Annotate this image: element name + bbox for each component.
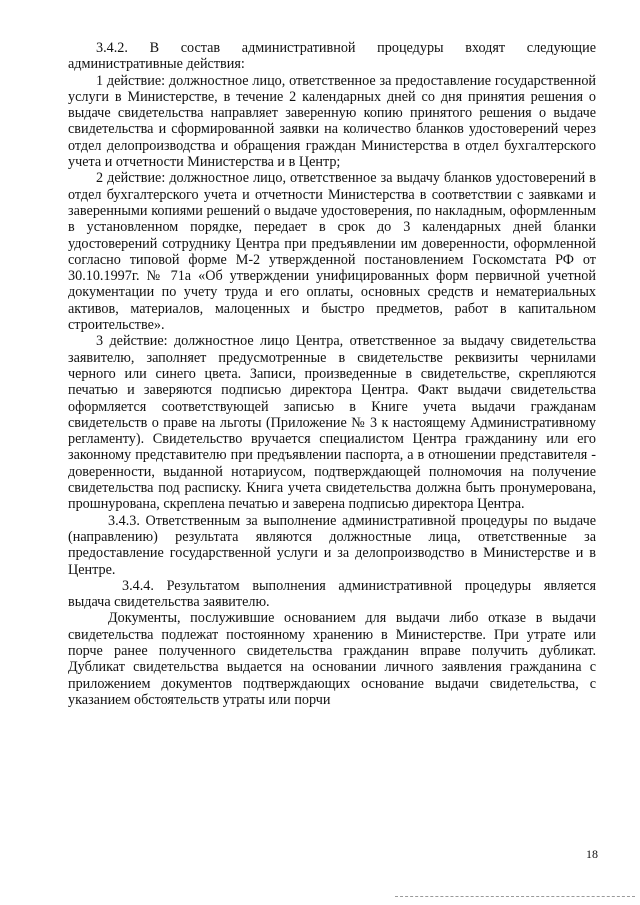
paragraph-3-4-3: 3.4.3. Ответственным за выполнение административной процедуры по выдаче (направлению) результата являются должностные лица, ответственные за предоставление государственной услуги и за делопроизводство в Министерстве и в Центре. [68,512,596,578]
paragraph-3-4-2: 3.4.2. В состав административной процедуры входят следующие административные действия: [68,40,596,73]
paragraph-3-4-4: 3.4.4. Результатом выполнения административной процедуры является выдача свидетельства заявителю. [68,577,596,611]
paragraph-action-2: 2 действие: должностное лицо, ответственное за выдачу бланков удостоверений в отдел бухгалтерского учета и отчетности Министерства в соответствии с заявками и заверенными копиями решений о выдаче удостоверения, по накладным, оформленным в установленном порядке, передает в срок до 3 календарных дней бланки удостоверений сотруднику Центра при предъявлении им доверенности, оформленной согласно типовой форме М-2 утвержденной постановлением Госкомстата РФ от 30.10.1997г. № 71а «Об утверждении унифицированных форм первичной учетной документации по учету труда и его оплаты, основных средств и нематериальных активов, материалов, малоценных и быстро предметов, работ в капитальном строительстве». [68,170,596,334]
document-body [68,40,596,708]
page-number: 18 [586,847,598,861]
paragraph-documents-storage: Документы, послужившие основанием для выдачи либо отказе в выдачи свидетельства подлежат постоянному хранению в Министерстве. При утрате или порче ранее полученного свидетельства гражданин вправе получить дубликат. Дубликат свидетельства выдается на основании личного заявления гражданина с приложением документов подтверждающих основание выдачи свидетельства, с указанием обстоятельств утраты или порчи [68,610,596,708]
paragraph-action-3: 3 действие: должностное лицо Центра, ответственное за выдачу свидетельства заявителю, заполняет предусмотренные в свидетельстве реквизиты чернилами черного или синего цвета. Записи, произведенные в свидетельстве, скрепляются печатью и заверяются подписью директора Центра. Факт выдачи свидетельства оформляется соответствующей записью в Книге учета выдачи гражданам свидетельств о праве на льготы (Приложение № 3 к настоящему Административному регламенту). Свидетельство вручается специалистом Центра гражданину или его законному представителю при предъявлении паспорта, а в отношении представителя - доверенности, выданной нотариусом, подтверждающей полномочия на получение свидетельства под расписку. Книга учета свидетельства должна быть пронумерована, прошнурована, скреплена печатью и заверена подписью директора Центра. [68,333,596,513]
scan-artifact-line [395,896,635,899]
paragraph-action-1: 1 действие: должностное лицо, ответственное за предоставление государственной услуги в Министерстве, в течение 2 календарных дней со дня принятия решения о выдаче свидетельства направляет заверенную копию принятого решения о выдаче свидетельства и сформированной заявки на количество бланков удостоверений через отдел делопроизводства и обращения граждан Министерства в отдел бухгалтерского учета и отчетности Министерства и в Центр; [68,72,596,171]
